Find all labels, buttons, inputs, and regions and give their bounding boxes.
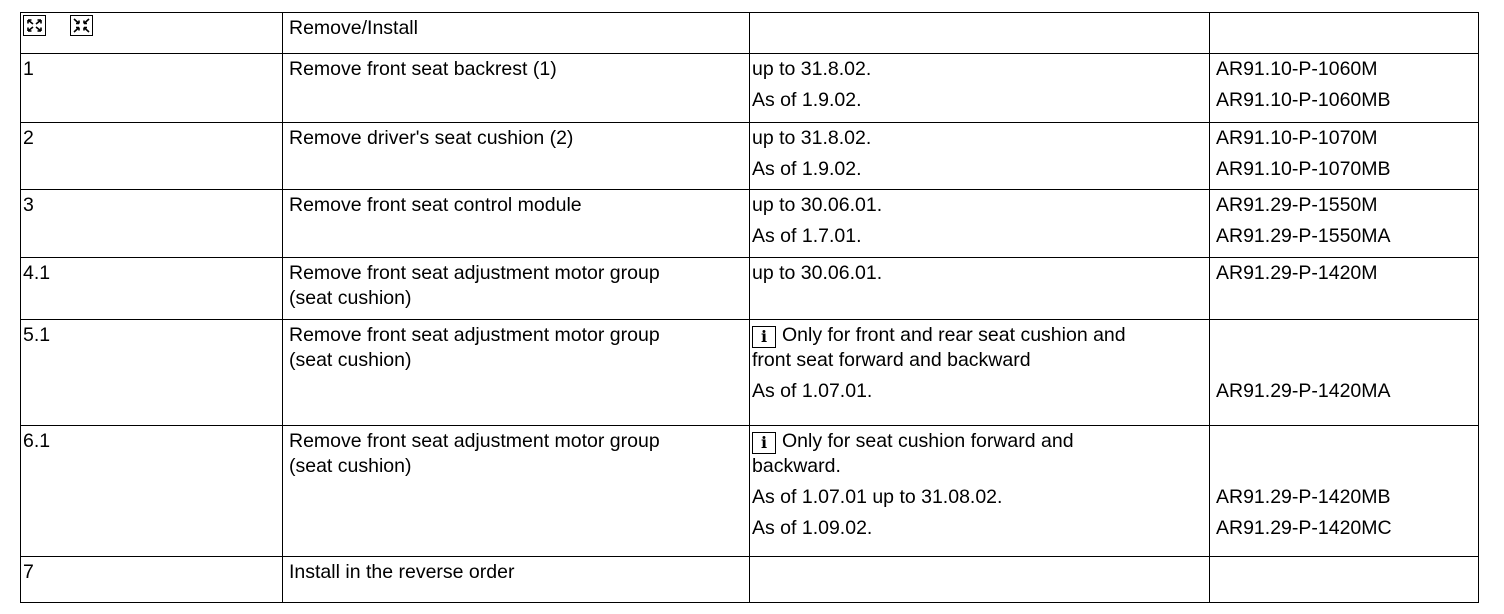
document-reference-link[interactable]: AR91.29-P-1550M [1216,194,1378,216]
step-number: 2 [23,127,34,149]
validity-condition: up to 30.06.01. [752,262,883,284]
step-condition-cell [750,426,1210,557]
validity-condition: As of 1.9.02. [752,157,862,180]
reference-spacer [1216,323,1478,379]
step-reference-cell [1210,258,1479,320]
step-reference-cell [1210,320,1479,426]
step-reference-cell [1210,123,1479,190]
step-description: Install in the reverse order [289,561,515,583]
step-row [21,258,1479,320]
header-title-cell [283,13,750,54]
step-condition-cell [750,320,1210,426]
step-description-cell [283,320,750,426]
step-reference-cell [1210,426,1479,557]
document-reference-link[interactable]: AR91.29-P-1420MB [1216,486,1391,508]
step-reference-cell [1210,54,1479,123]
step-reference-cell [1210,190,1479,258]
page-title: Remove/Install [289,17,418,39]
document-reference-link[interactable]: AR91.10-P-1070M [1216,127,1378,149]
info-note-line: backward. [752,455,841,477]
info-note-text [782,324,1126,346]
step-description: Remove front seat adjustment motor group [289,324,660,346]
document-reference-link[interactable]: AR91.29-P-1420MA [1216,380,1391,402]
expand-all-icon[interactable] [23,15,46,36]
step-number: 6.1 [23,430,51,452]
info-note-line: Only for seat cushion forward and [782,430,1074,452]
step-number-cell [21,557,283,603]
step-row [21,123,1479,190]
info-note [752,429,1209,479]
step-condition-cell [750,557,1210,603]
info-note-text [752,454,1209,479]
step-row [21,426,1479,557]
info-icon[interactable]: i [752,432,776,454]
step-condition-cell [750,54,1210,123]
step-description: Remove front seat adjustment motor group [289,262,660,284]
validity-condition: As of 1.7.01. [752,224,862,247]
step-number: 7 [23,561,34,583]
procedure-table [20,12,1479,603]
step-row [21,190,1479,258]
header-empty-cell [750,13,1210,54]
step-description: Remove front seat backrest (1) [289,58,557,80]
step-number-cell [21,123,283,190]
step-description-cell [283,557,750,603]
step-condition-cell [750,123,1210,190]
header-icons-cell [21,13,283,54]
document-reference-link[interactable]: AR91.10-P-1070MB [1216,157,1391,180]
info-note-text [752,348,1209,373]
step-description: Remove front seat control module [289,194,582,216]
step-number: 3 [23,194,34,216]
document-reference-link[interactable]: AR91.29-P-1420MC [1216,516,1392,539]
step-number-cell [21,54,283,123]
document-reference-link[interactable]: AR91.29-P-1420M [1216,262,1378,284]
info-note [752,323,1209,373]
step-description-cell [283,258,750,320]
validity-condition: up to 31.8.02. [752,58,872,80]
step-row [21,54,1479,123]
step-row [21,320,1479,426]
document-reference-link[interactable]: AR91.29-P-1550MA [1216,224,1391,247]
info-note-line: Only for front and rear seat cushion and [782,324,1126,346]
step-description: (seat cushion) [289,286,412,309]
step-row [21,557,1479,603]
validity-condition: As of 1.9.02. [752,88,862,111]
validity-condition: As of 1.07.01. [752,379,873,402]
info-icon[interactable]: i [752,326,776,348]
validity-condition: As of 1.09.02. [752,516,873,539]
info-note-text [782,430,1074,452]
step-description: (seat cushion) [289,454,412,477]
info-note-line: front seat forward and backward [752,349,1031,371]
header-empty-cell [1210,13,1479,54]
step-reference-cell [1210,557,1479,603]
step-description: (seat cushion) [289,348,412,371]
validity-condition: As of 1.07.01 up to 31.08.02. [752,485,1003,508]
step-number: 4.1 [23,262,51,284]
step-description: Remove front seat adjustment motor group [289,430,660,452]
step-description-cell [283,54,750,123]
step-description-cell [283,190,750,258]
document-reference-link[interactable]: AR91.10-P-1060MB [1216,88,1391,111]
collapse-all-icon[interactable] [70,15,93,36]
validity-condition: up to 31.8.02. [752,127,872,149]
step-number-cell [21,426,283,557]
step-condition-cell [750,258,1210,320]
step-description: Remove driver's seat cushion (2) [289,127,574,149]
step-number: 1 [23,58,34,80]
document-reference-link[interactable]: AR91.10-P-1060M [1216,58,1378,80]
reference-spacer [1216,429,1478,485]
step-number-cell [21,258,283,320]
validity-condition: up to 30.06.01. [752,194,883,216]
step-description-cell [283,123,750,190]
step-number: 5.1 [23,324,51,346]
step-number-cell [21,190,283,258]
header-row [21,13,1479,54]
step-condition-cell [750,190,1210,258]
step-number-cell [21,320,283,426]
step-description-cell [283,426,750,557]
